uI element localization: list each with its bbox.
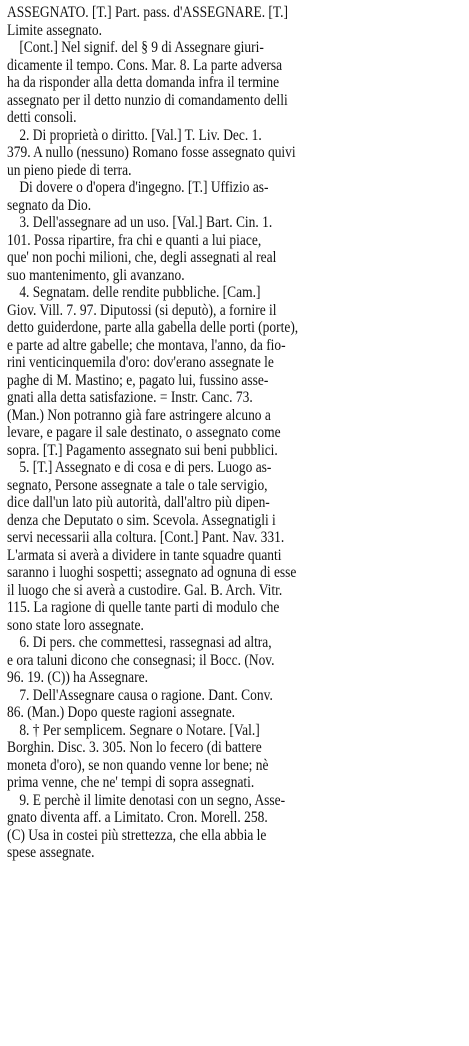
text-line: prima venne, che ne' tempi di sopra assegnati. bbox=[7, 774, 255, 791]
text-line: que' non pochi milioni, che, degli assegnati al real bbox=[7, 249, 277, 266]
text-line: 5. [T.] Assegnato e di cosa e di pers. Luogo as- bbox=[19, 459, 272, 476]
text-line: il luogo che si averà a custodire. Gal. B. Arch. Vitr. bbox=[7, 581, 283, 599]
text-line: denza che Deputato o sim. Scevola. Assegnatigli i bbox=[7, 511, 276, 529]
text-line: L'armata si averà a dividere in tante squadre quanti bbox=[7, 546, 282, 564]
text-line: 7. Dell'Assegnare causa o ragione. Dant. Conv. bbox=[19, 686, 273, 704]
text-line: sopra. [T.] Pagamento assegnato sui beni pubblici. bbox=[7, 441, 278, 459]
text-line: 6. Di pers. che commettesi, rassegnasi ad altra, bbox=[19, 634, 272, 651]
text-line: rini venticinquemila d'oro: dov'erano assegnate le bbox=[7, 354, 274, 371]
text-line: 2. Di proprietà o diritto. [Val.] T. Liv. Dec. 1. bbox=[19, 126, 262, 144]
text-line: 86. (Man.) Dopo queste ragioni assegnate. bbox=[7, 704, 236, 721]
text-line: ha da risponder alla detta domanda infra il termine bbox=[7, 74, 280, 91]
text-line: e parte ad altre gabelle; che montava, l'anno, da fio- bbox=[7, 336, 286, 354]
text-line: gnati alla detta satisfazione. = Instr. Canc. 73. bbox=[7, 389, 253, 406]
text-line: 379. A nullo (nessuno) Romano fosse assegnato quivi bbox=[7, 144, 296, 161]
text-line: spese assegnate. bbox=[7, 844, 95, 861]
text-line: paghe di M. Mastino; e, pagato lui, fussino asse- bbox=[7, 371, 269, 389]
text-line: Giov. Vill. 7. 97. Diputossi (si deputò), a fornire il bbox=[7, 301, 277, 319]
text-line: dicamente il tempo. Cons. Mar. 8. La parte adversa bbox=[7, 56, 283, 74]
text-line: sono state loro assegnate. bbox=[7, 616, 144, 634]
text-line: un pieno piede di terra. bbox=[7, 161, 132, 179]
text-line: detti consoli. bbox=[7, 109, 77, 126]
text-line: detto guiderdone, parte alla gabella delle porti (porte), bbox=[7, 319, 299, 336]
text-line: levare, e pagare il sale destinato, o assegnato come bbox=[7, 424, 281, 441]
text-line: 115. La ragione di quelle tante parti di modulo che bbox=[7, 599, 280, 616]
text-line: suo mantenimento, gli avanzano. bbox=[7, 266, 185, 284]
text-line: [Cont.] Nel signif. del § 9 di Assegnare giuri- bbox=[19, 39, 264, 56]
text-line: segnato, Persone assegnate a tale o tale servigio, bbox=[7, 476, 268, 494]
text-line: assegnato per il detto nunzio di comandamento delli bbox=[7, 91, 288, 109]
text-line: dice dall'un lato più autorità, dall'altro più dipen- bbox=[7, 494, 270, 511]
text-line: Borghin. Disc. 3. 305. Non lo fecero (di battere bbox=[7, 739, 262, 756]
text-line: 3. Dell'assegnare ad un uso. [Val.] Bart. Cin. 1. bbox=[19, 214, 273, 231]
text-line: Di dovere o d'opera d'ingegno. [T.] Uffizio as- bbox=[19, 179, 269, 196]
text-line: 96. 19. (C)) ha Assegnare. bbox=[7, 669, 148, 686]
text-line: (Man.) Non potranno già fare astringere alcuno a bbox=[7, 406, 271, 424]
text-line: 9. E perchè il limite denotasi con un segno, Asse- bbox=[19, 791, 286, 809]
text-line: 4. Segnatam. delle rendite pubbliche. [Cam.] bbox=[19, 284, 261, 301]
text-line: (C) Usa in costei più strettezza, che ella abbia le bbox=[7, 826, 267, 844]
text-line: segnato da Dio. bbox=[7, 196, 92, 214]
text-line: e ora taluni dicono che consegnasi; il Bocc. (Nov. bbox=[7, 651, 275, 669]
text-line: gnato diventa aff. a Limitato. Cron. Morell. 258. bbox=[7, 809, 268, 826]
text-line: moneta d'oro), se non quando venne lor bene; nè bbox=[7, 756, 269, 774]
text-line: ASSEGNATO. [T.] Part. pass. d'ASSEGNARE. [T.] bbox=[7, 4, 288, 21]
text-line: servi necessarii alla coltura. [Cont.] Pant. Nav. 331. bbox=[7, 529, 285, 546]
text-line: saranno i luoghi sospetti; assegnato ad ognuna di esse bbox=[7, 564, 297, 581]
text-line: 101. Possa ripartire, fra chi e quanti a lui piace, bbox=[7, 231, 262, 249]
text-line: 8. † Per semplicem. Segnare o Notare. [Val.] bbox=[19, 721, 260, 739]
text-line: Limite assegnato. bbox=[7, 21, 102, 39]
